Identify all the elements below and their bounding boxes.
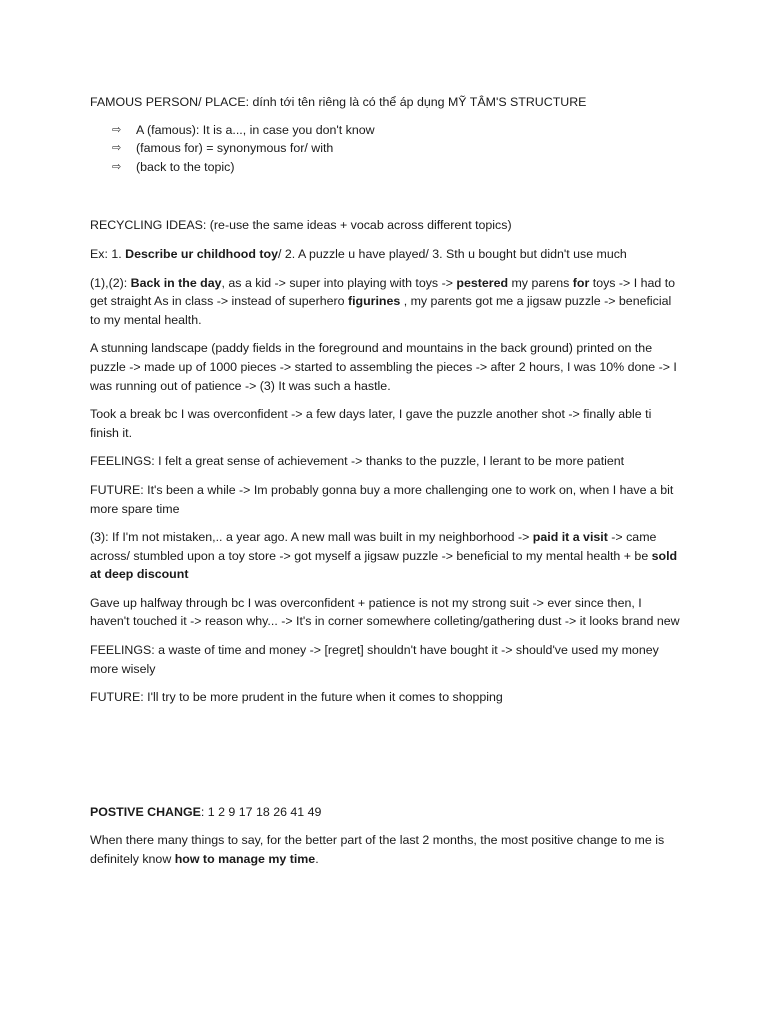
list-item-text: (famous for) = synonymous for/ with [136,141,334,156]
famous-heading: FAMOUS PERSON/ PLACE: dính tới tên riêng là có thể áp dụng MỸ TÂM'S STRUCTURE [90,95,587,109]
text-run: . [315,852,319,867]
positive-change-numbers: : 1 2 9 17 18 26 41 49 [200,804,322,819]
positive-change-heading [90,803,680,822]
text-run: (1),(2): [90,275,131,290]
right-arrow-outline-icon: ⇨ [112,159,122,173]
list-item [112,158,680,177]
bold-run: paid it a visit [532,530,608,545]
text-run: -> came across/ stumbled upon a toy store -> got myself a jigsaw puzzle -> beneficial to my mental health + be [90,530,657,563]
example-rest: / 2. A puzzle u have played/ 3. Sth u bought but didn't use much [277,246,627,261]
document-page [90,93,680,879]
text-run: toys -> I had to get straight As in class -> instead of superhero [90,275,676,309]
paragraph-break: Took a break bc I was overconfident -> a few days later, I gave the puzzle another shot -> finally able ti finish it. [90,407,652,440]
bold-run: for [572,275,590,290]
list-item [112,121,680,140]
text-run: , as a kid -> super into playing with toys -> [221,275,457,290]
text-run: , my parents got me a jigsaw puzzle -> beneficial to my mental health. [90,294,672,327]
paragraph-gave-up: Gave up halfway through bc I was overconfident + patience is not my strong suit -> ever since then, I haven't touched it -> reason why... -> It's in corner somewhere colleting/gathering dust -> it looks brand new [90,595,680,629]
paragraph-feelings-2: FEELINGS: a waste of time and money -> [regret] shouldn't have bought it -> should've used my money more wisely [90,643,659,676]
paragraph-childhood-toy [90,274,680,330]
text-run: (3): If I'm not mistaken,.. a year ago. A new mall was built in my neighborhood -> [90,530,533,545]
bold-run: pestered [456,275,509,290]
bold-run: Back in the day [130,275,222,290]
bold-run: sold at deep discount [90,548,678,582]
list-item [112,139,680,158]
right-arrow-outline-icon: ⇨ [112,141,122,155]
recycling-example [90,245,680,264]
bold-run: figurines [347,294,401,309]
list-item-text: (back to the topic) [136,159,235,174]
paragraph-future-2: FUTURE: I'll try to be more prudent in the future when it comes to shopping [90,690,503,705]
text-run: my parens [508,275,573,290]
list-item-text: A (famous): It is a..., in case you don't know [136,122,375,137]
paragraph-landscape: A stunning landscape (paddy fields in the foreground and mountains in the back ground) printed on the puzzle -> made up of 1000 pieces -> started to assembling the pieces -> after 2 hours, I was 10% done -> I was running out of patience -> (3) It was such a hastle. [90,341,677,393]
text-run: When there many things to say, for the better part of the last 2 months, the most positive change to me is definitely know [90,833,665,867]
example-bold: Describe ur childhood toy [125,246,278,261]
paragraph-future-1: FUTURE: It's been a while -> Im probably gonna buy a more challenging one to work on, when I have a bit more spare time [90,482,674,516]
paragraph-mall [90,528,680,584]
paragraph-feelings-1: FEELINGS: I felt a great sense of achievement -> thanks to the puzzle, I lerant to be more patient [90,454,625,469]
positive-change-label: POSTIVE CHANGE [90,804,201,819]
recycling-heading: RECYCLING IDEAS: (re-use the same ideas + vocab across different topics) [90,218,512,233]
example-prefix: Ex: 1. [90,246,126,261]
right-arrow-outline-icon: ⇨ [112,122,122,136]
paragraph-positive-change [90,831,680,868]
bold-run: how to manage my time [174,852,316,867]
famous-bullet-list [90,121,680,177]
